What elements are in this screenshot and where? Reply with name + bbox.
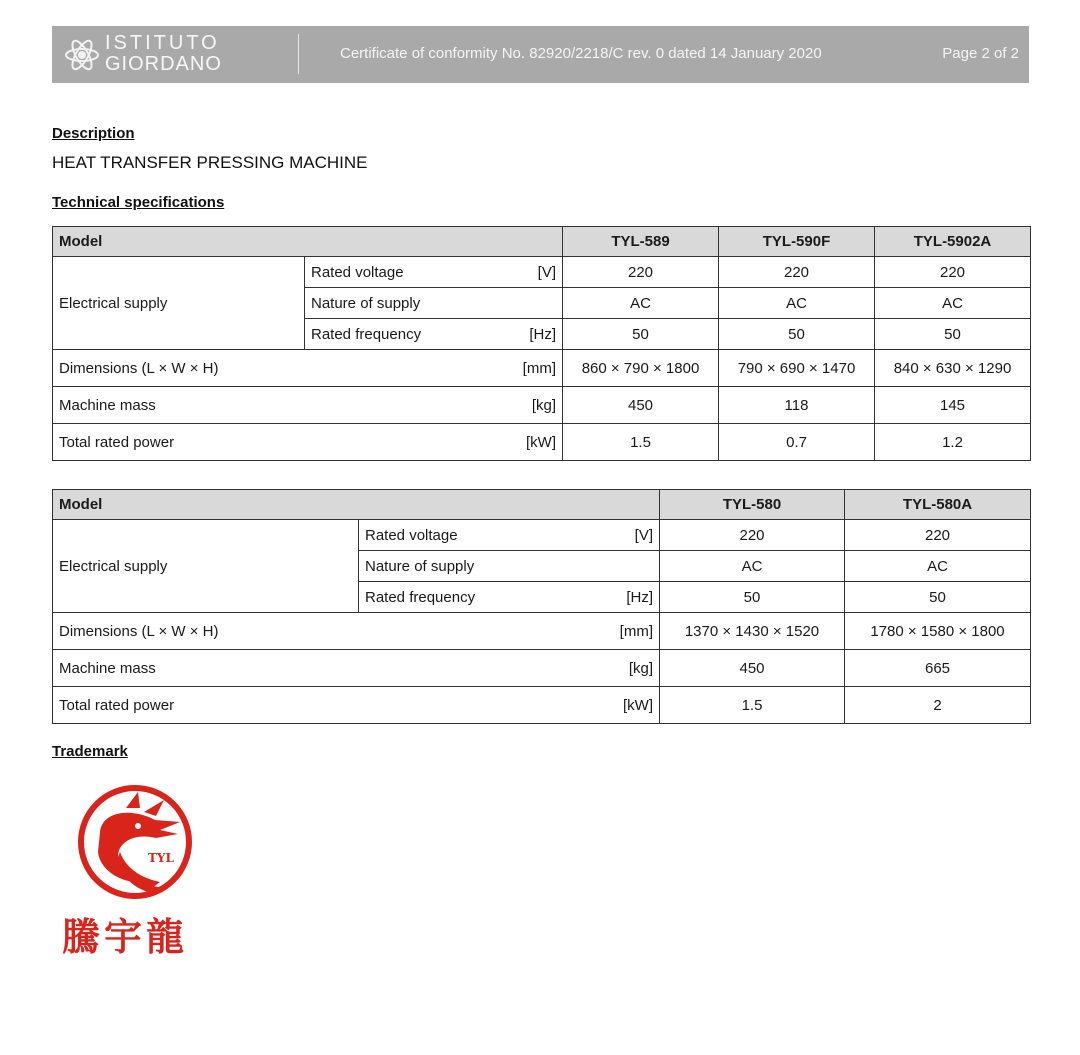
table-cell: AC [719, 288, 875, 319]
table-cell: 50 [845, 582, 1031, 613]
table-cell: 50 [875, 319, 1031, 350]
table-cell: 665 [845, 650, 1031, 687]
table-cell: 450 [563, 387, 719, 424]
table-row [53, 520, 1031, 551]
table-cell: 790 × 690 × 1470 [719, 350, 875, 387]
technical-specifications-heading: Technical specifications [52, 194, 225, 211]
table-row [53, 687, 1031, 724]
model-name: TYL-580A [845, 490, 1031, 520]
brand-line-2: GIORDANO [105, 53, 222, 75]
model-header: Model [53, 490, 660, 520]
electrical-supply-label: Electrical supply [53, 257, 305, 350]
table-row [53, 424, 1031, 461]
model-name: TYL-590F [719, 227, 875, 257]
nature-of-supply-label: Nature of supply [359, 551, 660, 582]
table-cell: AC [563, 288, 719, 319]
nature-of-supply-label: Nature of supply [305, 288, 563, 319]
rated-voltage-label: Rated voltage [V] [359, 520, 660, 551]
table-cell: 1370 × 1430 × 1520 [660, 613, 845, 650]
emblem-text: TYL [148, 851, 174, 865]
model-name: TYL-580 [660, 490, 845, 520]
table-cell: 220 [563, 257, 719, 288]
table-row [53, 650, 1031, 687]
table-cell: 50 [719, 319, 875, 350]
table-cell: 1.5 [563, 424, 719, 461]
table-header-row [53, 490, 1031, 520]
dragon-head-icon [98, 792, 180, 894]
table-cell: 50 [660, 582, 845, 613]
dragon-trademark-logo [60, 782, 220, 962]
electrical-supply-label: Electrical supply [53, 520, 359, 613]
table-row [53, 613, 1031, 650]
rated-frequency-label: Rated frequency [Hz] [305, 319, 563, 350]
description-heading: Description [52, 125, 135, 142]
table-cell: AC [845, 551, 1031, 582]
table-cell: 50 [563, 319, 719, 350]
rated-frequency-label: Rated frequency [Hz] [359, 582, 660, 613]
table-cell: 220 [719, 257, 875, 288]
machine-mass-label: Machine mass [kg] [53, 650, 660, 687]
certificate-reference: Certificate of conformity No. 82920/2218/C rev. 0 dated 14 January 2020 [340, 45, 822, 62]
logo-divider [298, 34, 299, 74]
table-cell: AC [660, 551, 845, 582]
table-cell: 1.5 [660, 687, 845, 724]
page-number: Page 2 of 2 [942, 45, 1019, 62]
table-cell: AC [875, 288, 1031, 319]
table-cell: 220 [875, 257, 1031, 288]
table-cell: 220 [845, 520, 1031, 551]
table-cell: 0.7 [719, 424, 875, 461]
rated-voltage-label: Rated voltage [V] [305, 257, 563, 288]
table-cell: 118 [719, 387, 875, 424]
table-cell: 860 × 790 × 1800 [563, 350, 719, 387]
table-row [53, 350, 1031, 387]
table-cell: 145 [875, 387, 1031, 424]
table-cell: 1.2 [875, 424, 1031, 461]
table-row [53, 387, 1031, 424]
description-text: HEAT TRANSFER PRESSING MACHINE [52, 153, 368, 172]
dimensions-label: Dimensions (L × W × H) [mm] [53, 613, 660, 650]
spec-table-1 [52, 226, 1031, 461]
trademark-heading: Trademark [52, 743, 128, 760]
table-cell: 450 [660, 650, 845, 687]
dimensions-label: Dimensions (L × W × H) [mm] [53, 350, 563, 387]
model-name: TYL-589 [563, 227, 719, 257]
model-name: TYL-5902A [875, 227, 1031, 257]
table-header-row [53, 227, 1031, 257]
total-rated-power-label: Total rated power [kW] [53, 687, 660, 724]
table-cell: 1780 × 1580 × 1800 [845, 613, 1031, 650]
chinese-brand-name: 騰宇龍 [62, 914, 189, 959]
spec-table-2 [52, 489, 1031, 724]
table-row [53, 257, 1031, 288]
certificate-header [52, 26, 1029, 83]
model-header: Model [53, 227, 563, 257]
brand-line-1: ISTITUTO [105, 32, 220, 54]
machine-mass-label: Machine mass [kg] [53, 387, 563, 424]
total-rated-power-label: Total rated power [kW] [53, 424, 563, 461]
table-cell: 840 × 630 × 1290 [875, 350, 1031, 387]
table-cell: 2 [845, 687, 1031, 724]
table-cell: 220 [660, 520, 845, 551]
